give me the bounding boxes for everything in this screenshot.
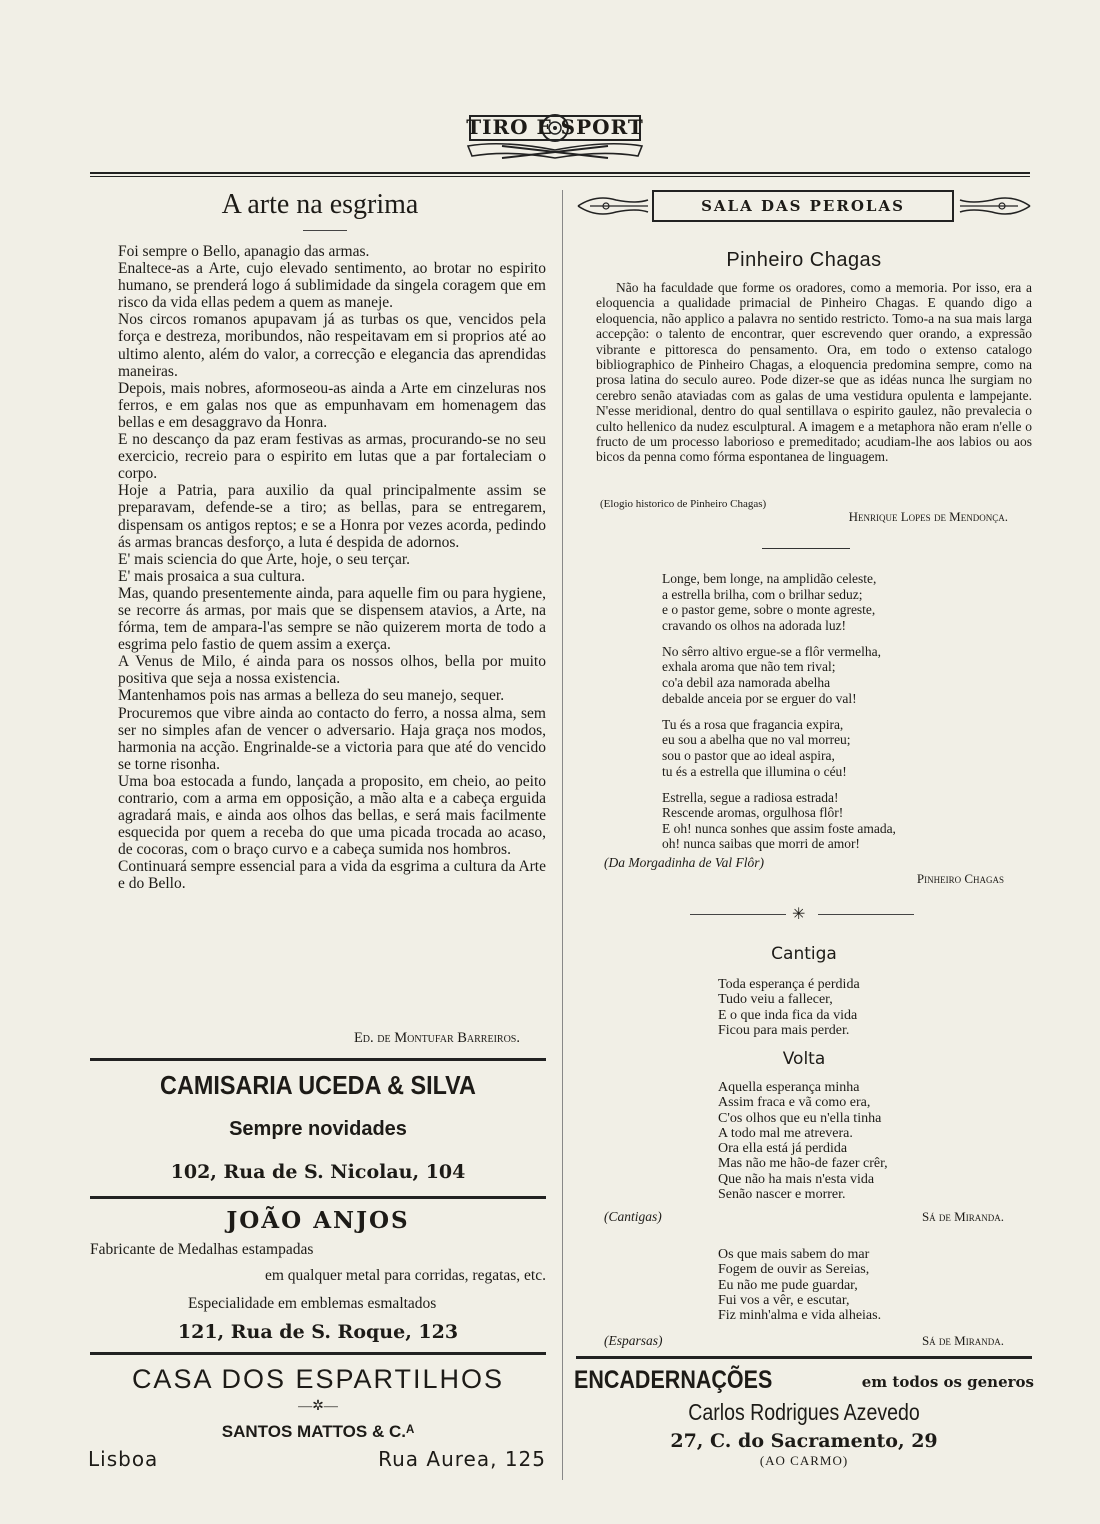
column-divider [562, 190, 563, 1480]
title-underline [303, 230, 347, 231]
verse-line: Fui vos a vêr, e escutar, [718, 1292, 850, 1308]
ad-anjos-line2: em qualquer metal para corridas, regatas, etc. [264, 1267, 546, 1284]
verse-line: Que não ha mais n'esta vida [718, 1171, 875, 1187]
poem [662, 571, 1022, 863]
poem-stanza [662, 717, 1022, 779]
verse-line: A todo mal me atrevera. [718, 1125, 853, 1141]
article-paragraph: A Venus de Milo, é ainda para os nossos olhos, bella por muito positiva que seja a nossa existencia. [118, 653, 546, 688]
article-paragraph: Mantenhamos pois nas armas a belleza do seu manejo, sequer. [118, 687, 505, 705]
section-title-box [652, 190, 954, 222]
poem-line: Tu és a rosa que fragancia expira, [662, 716, 844, 732]
article-paragraph: Hoje a Patria, para auxilio da qual principalmente assim se preparavam, defende-se a tiro; as bellas, para se entregarem, dispensam os antigos reptos; e se a Honra por vezes acorda, pedindo ás armas brancas desforço, a luta é despida de adornos. [118, 482, 546, 551]
esparsas-author: Sá de Miranda. [921, 1333, 1004, 1348]
poem-line: co'a debil aza namorada abelha [662, 675, 831, 691]
verse-line: Aquella esperança minha [718, 1080, 860, 1095]
verse-line: Toda esperança é perdida [718, 977, 860, 992]
verse-line: E o que inda fica da vida [718, 1007, 858, 1023]
volta-title: Volta [782, 1049, 826, 1069]
poem-stanza [662, 790, 1022, 852]
ad-espartilhos-title: CASA DOS ESPARTILHOS [131, 1364, 505, 1394]
verse-line: Os que mais sabem do mar [718, 1247, 870, 1262]
poem-source: (Da Morgadinha de Val Flôr) [604, 855, 764, 870]
ad-encadernacoes-address: 27, C. do Sacramento, 29 [670, 1430, 938, 1452]
article-paragraph: E' mais prosaica a sua cultura. [118, 567, 305, 585]
article-paragraph: E no descanço da paz eram festivas as armas, procurando-se no seu exercicio, recreio para o espirito em lutas que a par fortaleciam o corpo. [118, 431, 546, 483]
article-paragraph: Foi sempre o Bello, apanagio das armas. [118, 243, 370, 260]
top-rule-thin [90, 176, 1030, 177]
ad-camisaria-address: 102, Rua de S. Nicolau, 104 [170, 1161, 466, 1183]
star-divider-line [818, 914, 914, 915]
prose-text: Não ha faculdade que forme os oradores, como a memoria. Por isso, era a eloquencia a qualidade primacial de Pinheiro Chagas. E quando digo a eloquencia, não applico a palavra no sentido restricto. Tomo-a na sua mais larga accepção: o talento de encontrar, quer escrevendo quer orando, a expressão vibrante e pittoresca do pensamento. Ora, em todo o extenso catalogo bibliographico de Pinheiro Chagas, a eloquencia predomina sempre, como na prosa latina do seculo aureo. Pode dizer-se que as idéas nunca lhe surgiam no cerebro senão ataviadas com as galas de uma vestidura opulenta e lampejante. N'esse meridional, dentro do qual sentillava o espirito gaulez, não prevalecia o culto hellenico da nudez esculptural. A imagem e a metaphora não eram n'elle o fructo de um processo laborioso e premeditado; acudiam-lhe aos labios ou aos bicos da penna como fórma espontanea de linguagem. [596, 280, 1032, 465]
cantiga-title: Cantiga [771, 944, 837, 964]
verse-line: Ora ella está já perdida [718, 1141, 848, 1157]
poem-line: tu és a estrella que illumina o céu! [662, 763, 847, 779]
article-paragraph: Continuará sempre essencial para a vida da esgrima a cultura da Arte e do Bello. [118, 858, 546, 893]
section-header [576, 186, 1032, 228]
prose-source: (Elogio historico de Pinheiro Chagas) [600, 498, 767, 510]
article-paragraph: Mas, quando presentemente ainda, para aquelle fim ou para hygiene, se recorre ás armas, por mais que se dispensem atavios, a Arte, na fórma, tem de ampara-l'as sempre se não quizerem morta de todo a esgrima pelo fastio de quem assim a exerça. [118, 584, 546, 654]
ad-encadernacoes-note: (AO CARMO) [759, 1453, 849, 1468]
cantiga-verse [718, 977, 1018, 1038]
ad-divider [90, 1352, 546, 1355]
ad-camisaria-title: CAMISARIA UCEDA & SILVA [160, 1070, 476, 1100]
article-signature: Ed. de Montufar Barreiros. [353, 1030, 520, 1046]
verse-line: Senão nascer e morrer. [718, 1187, 846, 1203]
poem-line: Estrella, segue a radiosa estrada! [662, 789, 839, 805]
poem-line: Longe, bem longe, na amplidão celeste, [662, 571, 877, 586]
esparsa-verse [718, 1247, 1018, 1323]
verse-line: Mas não me hão-de fazer crêr, [718, 1156, 888, 1172]
cantigas-author: Sá de Miranda. [921, 1209, 1004, 1224]
verse-line: Fiz minh'alma e vida alheias. [718, 1308, 882, 1324]
poem-line: a estrella brilha, com o brilhar seduz; [662, 586, 863, 602]
masthead-title: TIRO E SPORT [466, 115, 644, 139]
ad-encadernacoes-header [574, 1365, 1034, 1397]
poem-line: oh! nunca saibas que morri de amor! [662, 836, 860, 852]
article-paragraph: E' mais sciencia do que Arte, hoje, o seu terçar. [118, 550, 411, 568]
poem-line: Rescende aromas, orgulhosa flôr! [662, 805, 844, 821]
ad-divider [576, 1356, 1032, 1359]
poem-author: Pinheiro Chagas [916, 871, 1004, 886]
article-body [118, 243, 546, 893]
scroll-ornament-right [956, 190, 1032, 222]
ad-espartilhos-subtitle: SANTOS MATTOS & C.ᴬ [221, 1422, 415, 1441]
star-divider [690, 906, 914, 922]
article-paragraph: Enaltece-as a Arte, cujo elevado sentimento, ao brotar no espirito humano, se prenderá logo á sublimidade da singela coragem que em risco da vida ellas pedem a quem as maneje. [118, 260, 546, 312]
ad-divider [90, 1058, 546, 1061]
poem-line: debalde anceia por se erguer do val! [662, 690, 857, 706]
verse-line: Eu não me pude guardar, [718, 1277, 858, 1293]
verse-line: Fogem de ouvir as Sereias, [718, 1262, 870, 1278]
ad-anjos-line1: Fabricante de Medalhas estampadas [90, 1241, 314, 1258]
masthead [462, 112, 648, 164]
verse-line: C'os olhos que eu n'ella tinha [718, 1110, 882, 1126]
poem-line: E oh! nunca sonhes que assim foste amada, [662, 820, 896, 836]
article-title: A arte na esgrima [221, 189, 419, 220]
verse-line: Assim fraca e vã como era, [718, 1095, 871, 1111]
poem-stanza [662, 571, 1022, 633]
section-title: SALA DAS PEROLAS [701, 197, 905, 215]
poem-line: cravando os olhos na adorada luz! [662, 617, 847, 633]
ad-espartilhos-city: Lisboa [88, 1447, 159, 1471]
poem-line: e o pastor geme, sobre o monte agreste, [662, 602, 876, 618]
article-paragraph: Uma boa estocada a fundo, lançada a proposito, em cheio, ao peito contrario, com a arma em opposição, a mão alta e a cabeça erguida agradará mais, e ainda aos olhos das bellas, e será mais facilmente esquecida por quem a receba do que uma picada trocada ao acaso, de cocoras, com o braço curvo e a cabeça sumida nos hombros. [118, 772, 546, 859]
verse-line: Ficou para mais perder. [718, 1022, 850, 1038]
verse-line: Tudo veiu a fallecer, [718, 992, 833, 1008]
ad-espartilhos-ornament: —✲— [298, 1399, 338, 1414]
short-rule [762, 548, 850, 549]
esparsas-source: (Esparsas) [604, 1333, 663, 1348]
volta-verse [718, 1080, 1018, 1202]
poem-line: sou o pastor que ao ideal aspira, [662, 747, 835, 763]
poem-line: eu sou a abelha que no val morreu; [662, 732, 851, 748]
poem-line: No sêrro altivo ergue-se a flôr vermelha, [662, 643, 882, 659]
cantigas-source: (Cantigas) [604, 1209, 662, 1224]
article-paragraph: Nos circos romanos apupavam já as turbas os que, vencidos pela força e destreza, moribundos, não respeitavam em si proprios até ao ultimo alento, além do valor, a correcção e elegancia das aprendidas maneiras. [118, 311, 546, 380]
ad-camisaria-subtitle: Sempre novidades [229, 1118, 407, 1140]
prose-heading: Pinheiro Chagas [726, 249, 882, 271]
poem-stanza [662, 644, 1022, 706]
poem-line: exhala aroma que não tem rival; [662, 659, 836, 675]
top-rule [90, 172, 1030, 174]
ad-divider [90, 1196, 546, 1199]
star-divider-line [690, 914, 786, 915]
ad-espartilhos-street: Rua Aurea, 125 [378, 1447, 546, 1471]
ad-anjos-address: 121, Rua de S. Roque, 123 [177, 1321, 459, 1343]
article-paragraph: Depois, mais nobres, aformoseou-as ainda a Arte em cinzeluras nos ferros, e em galas nos que as empunhavam em homenagem das bellas e em desaggravo da Honra. [118, 379, 546, 431]
ad-encadernacoes-title: ENCADERNAÇÕES [574, 1366, 773, 1394]
ad-encadernacoes-name: Carlos Rodrigues Azevedo [688, 1399, 920, 1425]
ad-anjos-title: JOÃO ANJOS [226, 1207, 410, 1234]
article-paragraph: Procuremos que vibre ainda ao contacto do ferro, a nossa alma, sem ser no simples afan de vencer o adversario. Haja graça nos modos, harmonia na acção. Engrinalde-se a victoria para que até do vencido se torne risonha. [118, 704, 546, 773]
ad-encadernacoes-generos: em todos os generos [861, 1373, 1034, 1391]
star-icon: ✳ [792, 906, 806, 923]
prose-author: Henrique Lopes de Mendonça. [848, 509, 1008, 524]
scroll-ornament-left [576, 190, 650, 222]
ad-anjos-line3: Especialidade em emblemas esmaltados [188, 1295, 437, 1312]
